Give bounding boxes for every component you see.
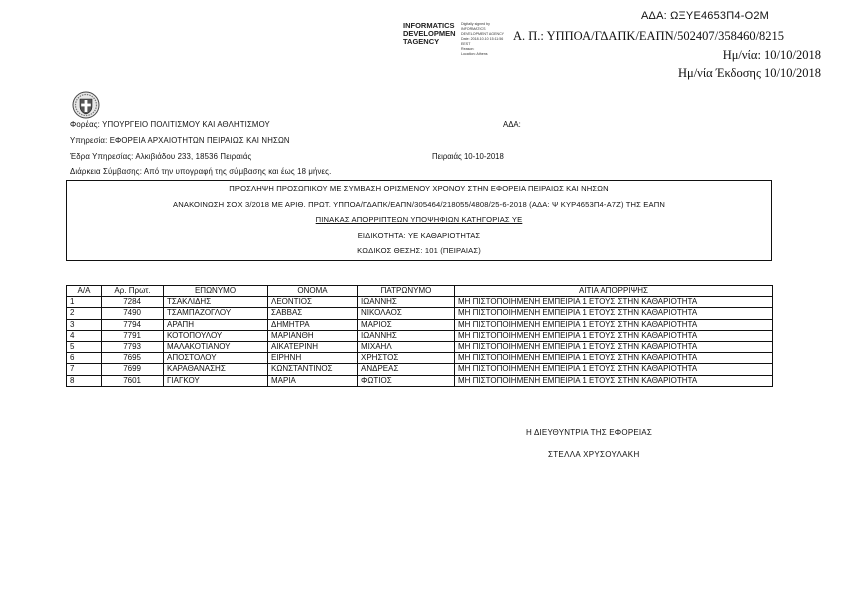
stamp-line: INFORMATICS [461, 27, 486, 31]
service-address: Έδρα Υπηρεσίας: Αλκιβιάδου 233, 18536 Πειραιάς [70, 152, 252, 161]
table-cell: ΕΙΡΗΝΗ [268, 353, 358, 364]
table-cell: 7695 [102, 353, 164, 364]
table-cell: ΑΝΔΡΕΑΣ [358, 364, 455, 375]
table-cell: ΜΗ ΠΙΣΤΟΠΟΙΗΜΕΝΗ ΕΜΠΕΙΡΙΑ 1 ΕΤΟΥΣ ΣΤΗΝ ΚΑΘΑΡΙΟΤΗΤΑ [455, 375, 773, 386]
director-name: ΣΤΕΛΛΑ ΧΡΥΣΟΥΛΑΚΗ [548, 450, 640, 459]
table-cell: ΦΩΤΙΟΣ [358, 375, 455, 386]
stamp-line: Location: Athens [461, 52, 488, 56]
place-date: Πειραιάς 10-10-2018 [432, 152, 504, 161]
table-cell: ΚΟΤΟΠΟΥΛΟΥ [164, 330, 268, 341]
table-cell: ΔΗΜΗΤΡΑ [268, 319, 358, 330]
column-header: ΟΝΟΜΑ [268, 286, 358, 297]
table-cell: ΜΑΛΑΚΟΤΙΑΝΟΥ [164, 341, 268, 352]
digital-signature-stamp [461, 22, 504, 57]
table-cell: ΜΗ ΠΙΣΤΟΠΟΙΗΜΕΝΗ ΕΜΠΕΙΡΙΑ 1 ΕΤΟΥΣ ΣΤΗΝ ΚΑΘΑΡΙΟΤΗΤΑ [455, 330, 773, 341]
contract-duration: Διάρκεια Σύμβασης: Από την υπογραφή της σύμβασης και έως 18 μήνες. [70, 167, 332, 176]
table-cell: ΧΡΗΣΤΟΣ [358, 353, 455, 364]
table-cell: 5 [67, 341, 102, 352]
table-cell: ΑΡΑΠΗ [164, 319, 268, 330]
position-code: ΚΩΔΙΚΟΣ ΘΕΣΗΣ: 101 (ΠΕΙΡΑΙΑΣ) [357, 246, 481, 255]
column-header: ΕΠΩΝΥΜΟ [164, 286, 268, 297]
stamp-line: Date: 2018.10.10 15:11:56 [461, 37, 504, 41]
table-cell: ΜΗ ΠΙΣΤΟΠΟΙΗΜΕΝΗ ΕΜΠΕΙΡΙΑ 1 ΕΤΟΥΣ ΣΤΗΝ ΚΑΘΑΡΙΟΤΗΤΑ [455, 319, 773, 330]
table-cell: ΛΕΟΝΤΙΟΣ [268, 297, 358, 308]
table-cell: ΜΙΧΑΗΛ [358, 341, 455, 352]
table-cell: 7 [67, 364, 102, 375]
announcement-box [66, 180, 772, 261]
table-cell: ΜΗ ΠΙΣΤΟΠΟΙΗΜΕΝΗ ΕΜΠΕΙΡΙΑ 1 ΕΤΟΥΣ ΣΤΗΝ ΚΑΘΑΡΙΟΤΗΤΑ [455, 353, 773, 364]
table-row [67, 364, 773, 375]
table-cell: ΚΑΡΑΘΑΝΑΣΗΣ [164, 364, 268, 375]
ida-logo [403, 22, 456, 46]
table-cell: 2 [67, 308, 102, 319]
ida-logo-line: TAGENCY [403, 37, 440, 46]
table-cell: ΣΑΒΒΑΣ [268, 308, 358, 319]
table-cell: 6 [67, 353, 102, 364]
ida-logo-line: DEVELOPMEN [403, 29, 456, 38]
agency-label: Φορέας: ΥΠΟΥΡΓΕΙΟ ΠΟΛΙΤΙΣΜΟΥ ΚΑΙ ΑΘΛΗΤΙΣΜΟΥ [70, 120, 270, 129]
table-cell: 7284 [102, 297, 164, 308]
stamp-line: DEVELOPMENT AGENCY [461, 32, 505, 36]
table-cell: 3 [67, 319, 102, 330]
column-header: ΠΑΤΡΩΝΥΜΟ [358, 286, 455, 297]
table-cell: 7791 [102, 330, 164, 341]
table-header-row [67, 286, 773, 297]
table-row [67, 341, 773, 352]
service-label: Υπηρεσία: ΕΦΟΡΕΙΑ ΑΡΧΑΙΟΤΗΤΩΝ ΠΕΙΡΑΙΩΣ ΚΑΙ ΝΗΣΩΝ [70, 136, 290, 145]
director-title: Η ΔΙΕΥΘΥΝΤΡΙΑ ΤΗΣ ΕΦΟΡΕΙΑΣ [526, 428, 652, 437]
table-cell: 7601 [102, 375, 164, 386]
rejected-candidates-table [66, 285, 773, 387]
table-row [67, 330, 773, 341]
ada-label: ΑΔΑ: [503, 120, 521, 129]
table-cell: ΤΣΑΚΛΙΔΗΣ [164, 297, 268, 308]
table-row [67, 308, 773, 319]
table-cell: ΙΩΑΝΝΗΣ [358, 297, 455, 308]
ada-code-top: ΑΔΑ: ΩΞΥΕ4653Π4-Ο2Μ [641, 10, 770, 22]
table-cell: ΜΗ ΠΙΣΤΟΠΟΙΗΜΕΝΗ ΕΜΠΕΙΡΙΑ 1 ΕΤΟΥΣ ΣΤΗΝ ΚΑΘΑΡΙΟΤΗΤΑ [455, 364, 773, 375]
table-row [67, 375, 773, 386]
column-header: Α/Α [67, 286, 102, 297]
table-cell: ΜΗ ΠΙΣΤΟΠΟΙΗΜΕΝΗ ΕΜΠΕΙΡΙΑ 1 ΕΤΟΥΣ ΣΤΗΝ ΚΑΘΑΡΙΟΤΗΤΑ [455, 297, 773, 308]
table-cell: ΜΑΡΙΑ [268, 375, 358, 386]
table-row [67, 353, 773, 364]
table-cell: 1 [67, 297, 102, 308]
table-cell: 7490 [102, 308, 164, 319]
ida-logo-line: INFORMATICS [403, 21, 455, 30]
table-cell: ΝΙΚΟΛΑΟΣ [358, 308, 455, 319]
table-cell: 7699 [102, 364, 164, 375]
rejected-list-title: ΠΙΝΑΚΑΣ ΑΠΟΡΡΙΠΤΕΩΝ ΥΠΟΨΗΦΙΩΝ ΚΑΤΗΓΟΡΙΑΣ ΥΕ [315, 215, 523, 224]
column-header: Αρ. Πρωτ. [102, 286, 164, 297]
table-cell: ΤΣΑΜΠΑΖΟΓΛΟΥ [164, 308, 268, 319]
announcement-reference: ΑΝΑΚΟΙΝΩΣΗ ΣΟΧ 3/2018 ΜΕ ΑΡΙΘ. ΠΡΩΤ. ΥΠΠΟΑ/ΓΔΑΠΚ/ΕΑΠΝ/305464/218055/4808/25-6-2018 (ΑΔΑ: Ψ ΚΥΡ4653Π4-Α7Ζ) ΤΗΣ ΕΑΠΝ [173, 200, 665, 209]
table-cell: ΑΠΟΣΤΟΛΟΥ [164, 353, 268, 364]
issue-date: Ημ/νία Έκδοσης 10/10/2018 [677, 66, 821, 80]
stamp-line: EEST [461, 42, 471, 46]
specialty: ΕΙΔΙΚΟΤΗΤΑ: ΥΕ ΚΑΘΑΡΙΟΤΗΤΑΣ [357, 231, 481, 240]
table-row [67, 297, 773, 308]
announcement-title: ΠΡΟΣΛΗΨΗ ΠΡΟΣΩΠΙΚΟΥ ΜΕ ΣΥΜΒΑΣΗ ΟΡΙΣΜΕΝΟΥ ΧΡΟΝΟΥ ΣΤΗΝ ΕΦΟΡΕΙΑ ΠΕΙΡΑΙΩΣ ΚΑΙ ΝΗΣΩΝ [229, 184, 609, 193]
table-cell: ΓΙΑΓΚΟΥ [164, 375, 268, 386]
column-header: ΑΙΤΙΑ ΑΠΟΡΡΙΨΗΣ [455, 286, 773, 297]
greek-coat-of-arms-icon [72, 91, 100, 119]
table-row [67, 319, 773, 330]
stamp-line: Digitally signed by [461, 22, 490, 26]
table-cell: ΜΗ ΠΙΣΤΟΠΟΙΗΜΕΝΗ ΕΜΠΕΙΡΙΑ 1 ΕΤΟΥΣ ΣΤΗΝ ΚΑΘΑΡΙΟΤΗΤΑ [455, 308, 773, 319]
table-cell: ΜΗ ΠΙΣΤΟΠΟΙΗΜΕΝΗ ΕΜΠΕΙΡΙΑ 1 ΕΤΟΥΣ ΣΤΗΝ ΚΑΘΑΡΙΟΤΗΤΑ [455, 341, 773, 352]
table-cell: 7793 [102, 341, 164, 352]
table-cell: ΑΙΚΑΤΕΡΙΝΗ [268, 341, 358, 352]
table-cell: ΙΩΑΝΝΗΣ [358, 330, 455, 341]
table-cell: 4 [67, 330, 102, 341]
table-cell: ΜΑΡΙΑΝΘΗ [268, 330, 358, 341]
stamp-line: Reason: [461, 47, 475, 51]
document-date: Ημ/νία: 10/10/2018 [722, 48, 821, 62]
table-cell: ΜΑΡΙΟΣ [358, 319, 455, 330]
protocol-number: Α. Π.: ΥΠΠΟΑ/ΓΔΑΠΚ/ΕΑΠΝ/502407/358460/8215 [513, 29, 785, 43]
table-cell: 8 [67, 375, 102, 386]
table-cell: 7794 [102, 319, 164, 330]
table-cell: ΚΩΝΣΤΑΝΤΙΝΟΣ [268, 364, 358, 375]
